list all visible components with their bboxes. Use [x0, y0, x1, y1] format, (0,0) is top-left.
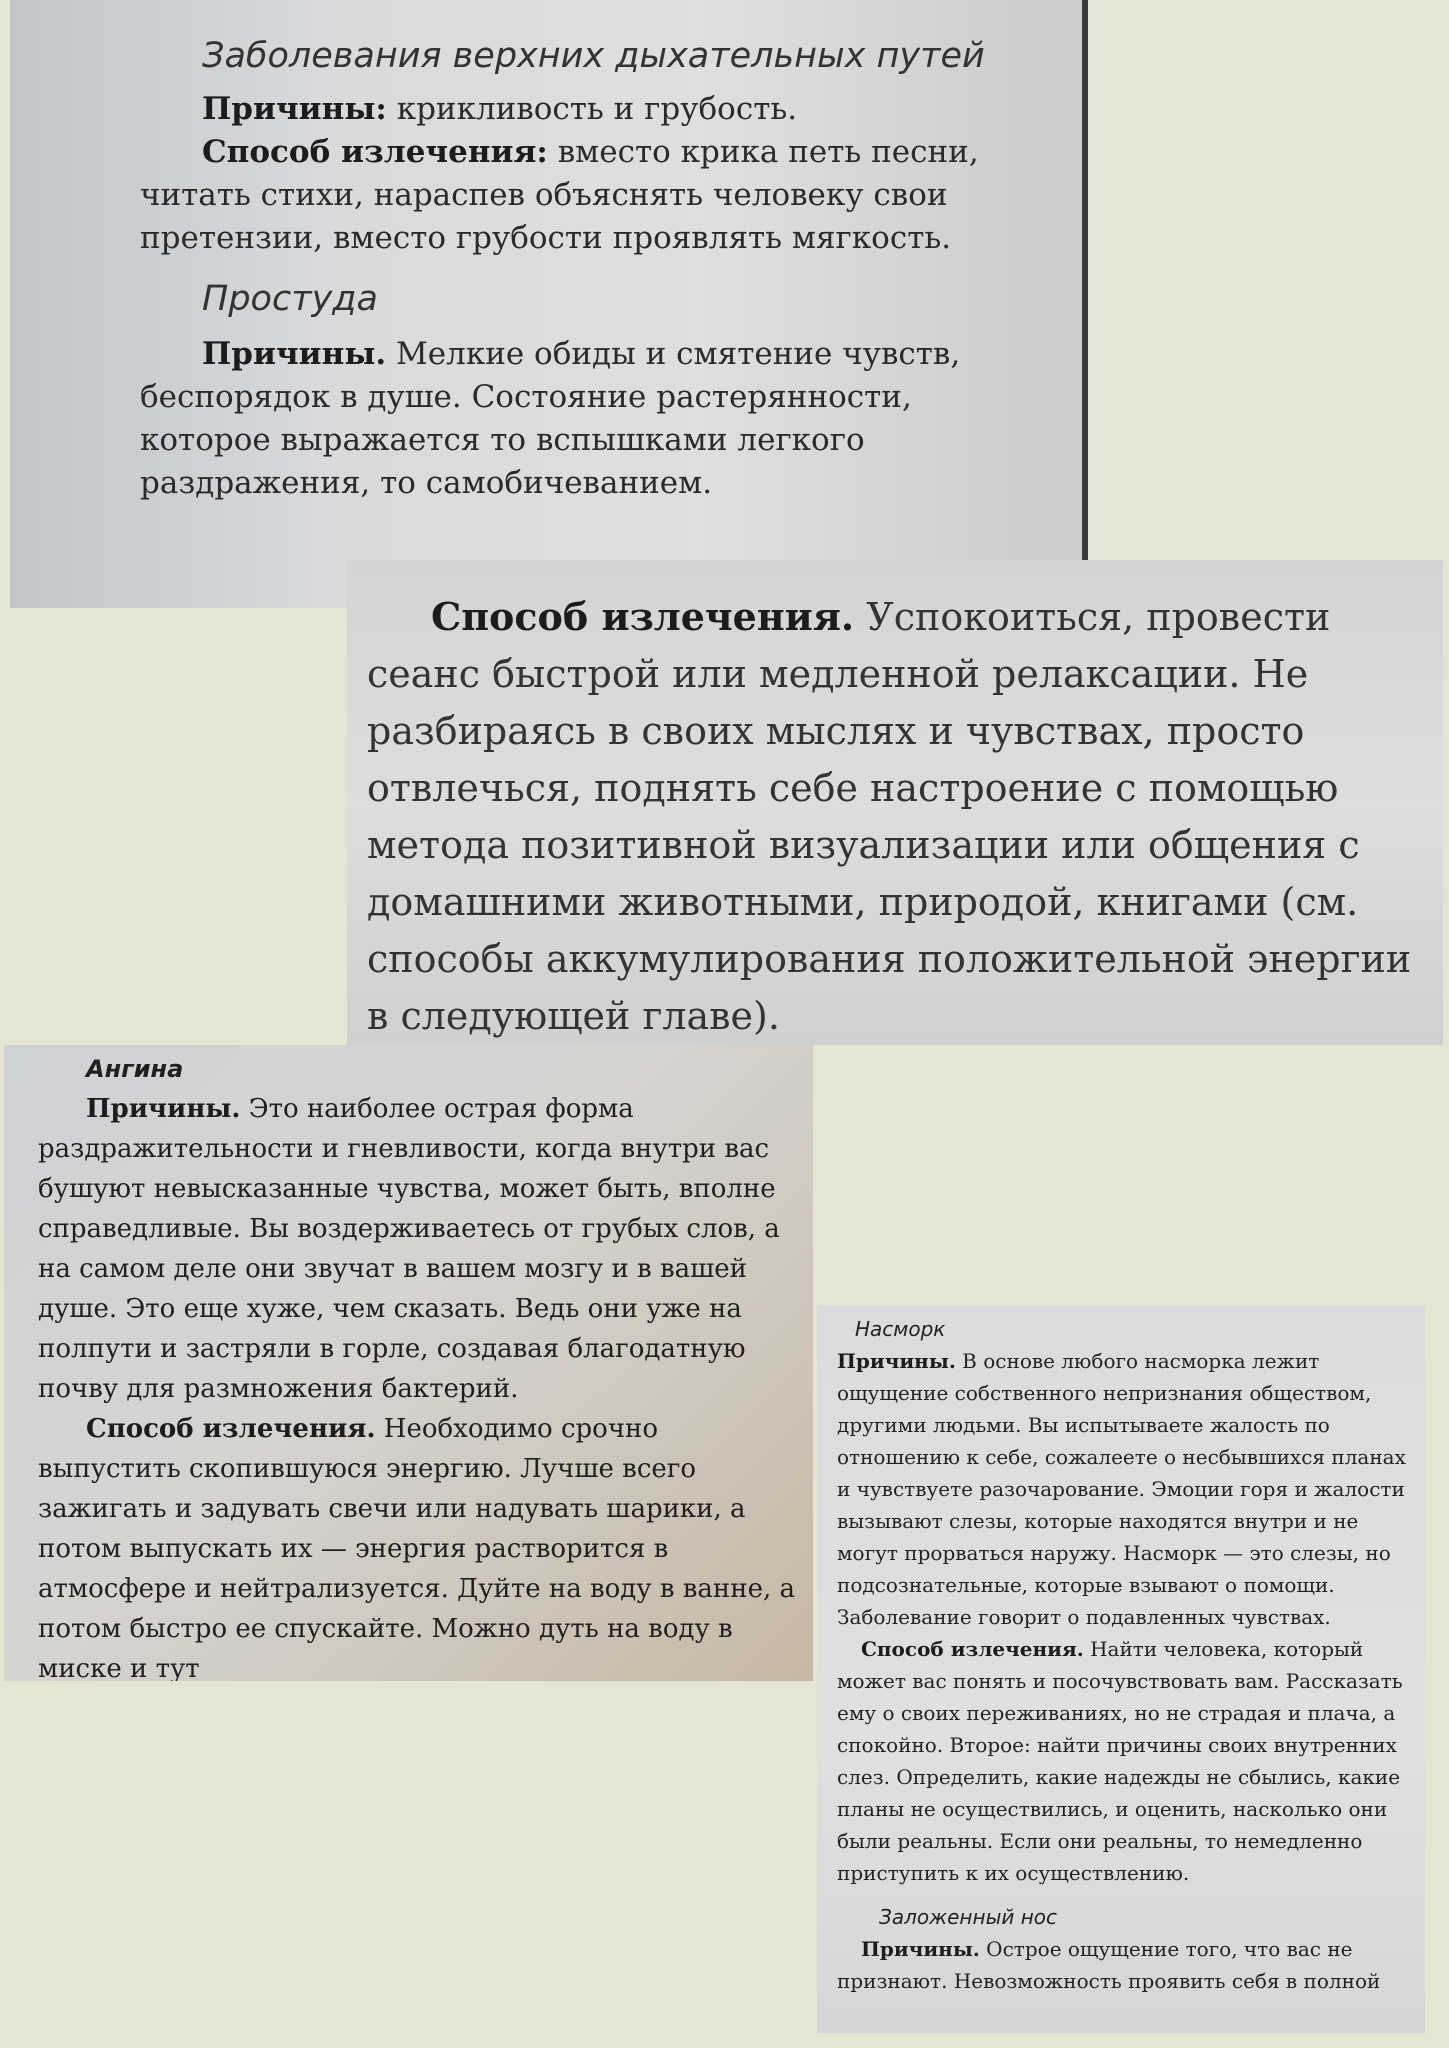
clip-upper-respiratory: [10, 0, 1082, 608]
clip-runny-nose: [817, 1305, 1425, 2033]
text: Успокоиться, провести сеанс быстрой или медленной релаксации. Не разбираясь в своих мыслях и чувствах, просто отвлечься, поднять себе настроение с помощью метода позитивной визуализации или общения с домашними животными, природой, книгами (см. способы аккумулирования положительной энергии в следующей главе).: [367, 595, 1412, 1038]
paragraph: [837, 1345, 1413, 1633]
label: Причины.: [837, 1349, 956, 1373]
label: Способ излечения.: [86, 1414, 376, 1444]
paragraph: [140, 131, 1052, 260]
section-subtitle: Насморк: [855, 1317, 946, 1341]
section-subtitle: Ангина: [86, 1055, 184, 1083]
label: Способ излечения:: [202, 134, 548, 170]
paragraph: [367, 588, 1429, 1045]
paragraph: [38, 1089, 803, 1409]
section-subtitle: Простуда: [202, 279, 378, 319]
text: В основе любого насморка лежит ощущение собственного непризнания обществом, другими людьми. Вы испытываете жалость по отношению к себе, сожалеете о несбывшихся планах и чувствуете разочарование. Эмоции горя и жалости вызывают слезы, которые находятся внутри и не могут прорваться наружу. Насморк — это слезы, но подсознательные, которые взывают о помощи. Заболевание говорит о подавленных чувствах.: [837, 1349, 1406, 1629]
label: Причины:: [202, 91, 387, 127]
text: Это наиболее острая форма раздражительности и гневливости, когда внутри вас бушуют невысказанные чувства, может быть, вполне справедливые. Вы воздерживаетесь от грубых слов, а на самом деле они звучат в вашем мозгу и в вашей душе. Это еще хуже, чем сказать. Ведь они уже на полпути и застряли в горле, создавая благодатную почву для размножения бактерий.: [38, 1094, 780, 1404]
text: Найти человека, который может вас понять и посочувствовать вам. Рассказать ему о своих переживаниях, но не страдая и плача, а спокойно. Второе: найти причины своих внутренних слез. Определить, какие надежды не сбылись, какие планы не осуществились, и оценить, насколько они были реальны. Если они реальны, то немедленно приступить к их осуществлению.: [837, 1637, 1403, 1885]
paragraph: [140, 88, 1052, 131]
text: вместо крика петь песни, читать стихи, нараспев объяснять человеку свои претензии, вместо грубости проявлять мягкость.: [140, 134, 979, 256]
clip-angina: [4, 1045, 813, 1681]
label: Способ излечения.: [431, 594, 855, 639]
section-subtitle: Заложенный нос: [879, 1905, 1058, 1929]
section-title: Заболевания верхних дыхательных путей: [202, 36, 985, 76]
paragraph: [837, 1633, 1413, 1889]
label: Причины.: [86, 1094, 241, 1124]
label: Способ излечения.: [861, 1637, 1084, 1661]
clip-cold-treatment: [347, 560, 1443, 1045]
text: Острое ощущение того, что вас не признают. Невозможность проявить себя в полной: [837, 1937, 1381, 1993]
label: Причины.: [861, 1937, 980, 1961]
paragraph: [837, 1933, 1413, 1997]
paragraph: [38, 1409, 803, 1681]
label: Причины.: [202, 336, 387, 372]
text: Необходимо срочно выпустить скопившуюся энергию. Лучше всего зажигать и задувать свечи или надувать шарики, а потом выпускать их — энергия растворится в атмосфере и нейтрализуется. Дуйте на воду в ванне, а потом быстро ее спускайте. Можно дуть на воду в миске и тут: [38, 1414, 795, 1681]
paragraph: [140, 333, 1052, 505]
text: Мелкие обиды и смятение чувств, беспорядок в душе. Состояние растерянности, которое выражается то вспышками легкого раздражения, то самобичеванием.: [140, 336, 961, 501]
text: крикливость и грубость.: [386, 91, 798, 127]
